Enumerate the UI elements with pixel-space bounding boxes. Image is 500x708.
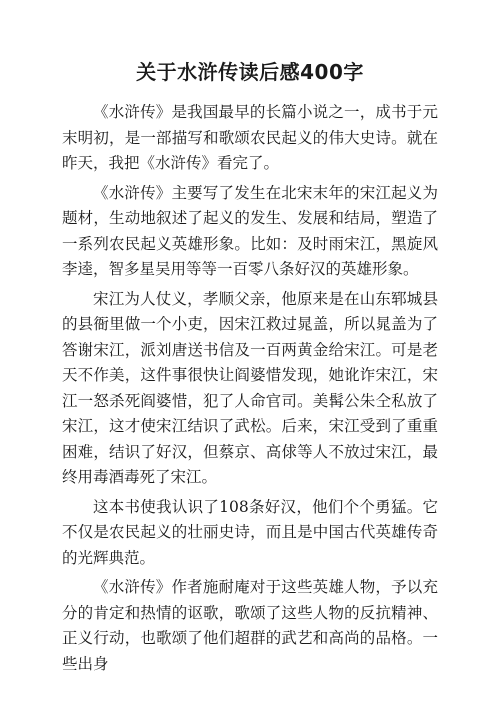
paragraph-4: 这本书使我认识了108条好汉，他们个个勇猛。它不仅是农民起义的壮丽史诗，而且是中国古代英雄传奇的光辉典范。 <box>62 497 438 567</box>
paragraph-3: 宋江为人仗义，孝顺父亲，他原来是在山东郓城县的县衙里做一个小吏，因宋江救过晁盖，所以晁盖为了答谢宋江，派刘唐送书信及一百两黄金给宋江。可是老天不作美，这件事很快让阎婆惜发现，她讹诈宋江，宋江一怒杀死阎婆惜，犯了人命官司。美髯公朱仝私放了宋江，这才使宋江结识了武松。后来，宋江受到了重重困难，结识了好汉，但蔡京、高俅等人不放过宋江，最终用毒酒毒死了宋江。 <box>62 289 438 486</box>
paragraph-5: 《水浒传》作者施耐庵对于这些英雄人物，予以充分的肯定和热情的讴歌，歌颂了这些人物的反抗精神、正义行动，也歌颂了他们超群的武艺和高尚的品格。一些出身 <box>62 578 438 673</box>
paragraph-1: 《水浒传》是我国最早的长篇小说之一，成书于元末明初，是一部描写和歌颂农民起义的伟大史诗。就在昨天，我把《水浒传》看完了。 <box>62 103 438 172</box>
document-title: 关于水浒传读后感400字 <box>136 60 364 84</box>
paragraph-2: 《水浒传》主要写了发生在北宋末年的宋江起义为题材，生动地叙述了起义的发生、发展和结局，塑造了一系列农民起义英雄形象。比如：及时雨宋江，黑旋风李逵，智多星吴用等等一百零八条好汉的英雄形象。 <box>62 183 438 278</box>
